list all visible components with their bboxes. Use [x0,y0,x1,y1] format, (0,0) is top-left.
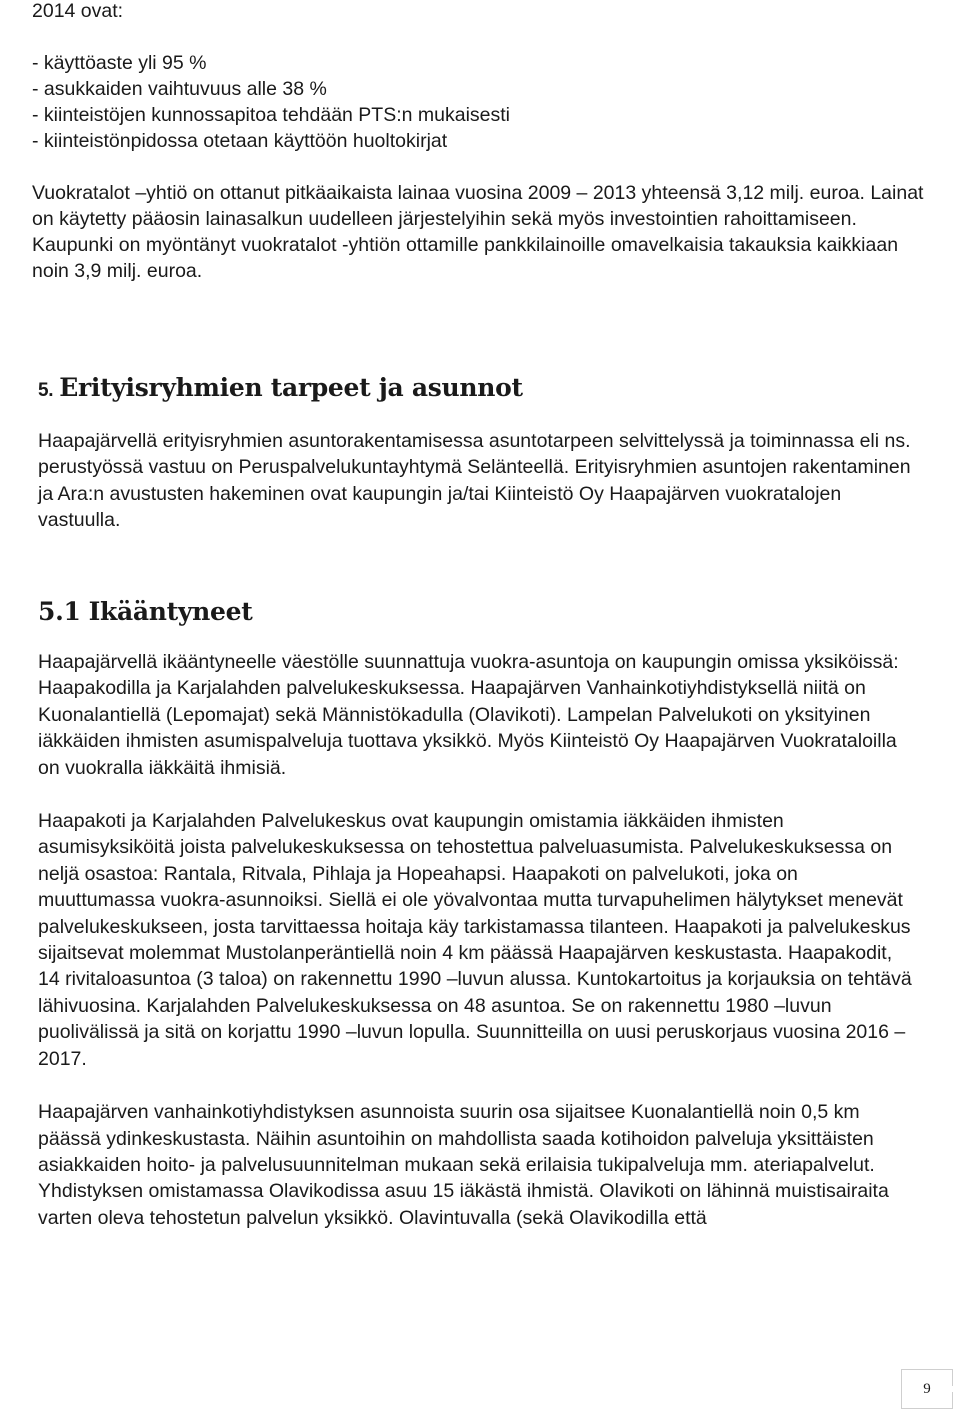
list-item: - käyttöaste yli 95 % [32,52,207,74]
section-5-1-paragraph: Haapakoti ja Karjalahden Palvelukeskus ovat kaupungin omistamia iäkkäiden ihmisten asumisyksiköitä joista palvelukeskuksessa on tehostettua palveluasumista. Palvelukeskuksessa on neljä osastoa: Rantala, Ritvala, Pihlaja ja Hopeahapsi. Haapakoti on palvelukoti, joka on muuttumassa vuokra-asunnoiksi. Siellä ei ole yövalvontaa mutta turvapuhelimen hälytykset menevät palvelukeskukseen, josta tarvittaessa hoitaja käy tarkistamassa tilanteen. Haapakoti ja palvelukeskus sijaitsevat molemmat Mustolanperäntiellä noin 4 km päässä Haapajärven keskustasta. Haapakodit, 14 rivitaloasuntoa (3 taloa) on rakennettu 1990 –luvun alussa. Kuntokartoitus ja korjauksia on tehtävä lähivuosina. Karjalahden Palvelukeskuksessa on 48 asuntoa. Se on rakennettu 1980 –luvun puolivälissä ja sitä on korjattu 1990 –luvun lopulla. Suunnitteilla on uusi peruskorjaus vuosina 2016 – 2017. [38,810,912,1070]
intro-bullet-list [32,50,937,154]
section-5-paragraph: Haapajärvellä erityisryhmien asuntorakentamisessa asuntotarpeen selvittelyssä ja toiminnassa eli ns. perustyössä vastuu on Peruspalvelukuntayhtymä Selänteellä. Erityisryhmien asuntojen rakentaminen ja Ara:n avustusten hakeminen ovat kaupungin ja/tai Kiinteistö Oy Haapajärven vuokratalojen vastuulla. [38,430,911,532]
intro-block [32,0,937,284]
list-item: - asukkaiden vaihtuvuus alle 38 % [32,78,327,100]
page-number: 9 [901,1369,953,1409]
section-5-heading [38,372,918,407]
section-5 [38,372,918,534]
section-number: 5. [38,380,54,401]
section-title: Erityisryhmien tarpeet ja asunnot [59,373,523,402]
section-5-1-paragraph: Haapajärven vanhainkotiyhdistyksen asunnoista suurin osa sijaitsee Kuonalantiellä noin 0,5 km päässä ydinkeskustasta. Näihin asuntoihin on mahdollista saada kotihoidon palveluja yksittäisten asiakkaiden hoito- ja palvelusuunnitelman mukaan sekä erilaisia tukipalveluja mm. ateriapalvelut. Yhdistyksen omistamassa Olavikodissa asuu 15 iäkästä ihmistä. Olavikoti on lähinnä muistisairaita varten oleva tehostetun palvelun yksikkö. Olavintuvalla (sekä Olavikodilla että [38,1101,889,1229]
intro-heading: 2014 ovat: [32,0,124,22]
list-item: - kiinteistöjen kunnossapitoa tehdään PTS:n mukaisesti [32,104,511,126]
section-title: Ikääntyneet [88,597,253,626]
intro-paragraph: Vuokratalot –yhtiö on ottanut pitkäaikaista lainaa vuosina 2009 – 2013 yhteensä 3,12 milj. euroa. Lainat on käytetty pääosin lainasalkun uudelleen järjestelyihin sekä myös investointien rahoittamiseen. Kaupunki on myöntänyt vuokratalot -yhtiön ottamille pankkilainoille omavelkaisia takauksia kaikkiaan noin 3,9 milj. euroa. [32,182,924,282]
section-5-1 [38,596,918,1231]
section-5-1-paragraph: Haapajärvellä ikääntyneelle väestölle suunnattuja vuokra-asuntoja on kaupungin omissa yksiköissä: Haapakodilla ja Karjalahden palvelukeskuksessa. Haapajärven Vanhainkotiyhdistyksellä niitä on Kuonalantiellä (Lepomajat) sekä Männistökadulla (Olavikoti). Lampelan Palvelukoti on yksityinen iäkkäiden ihmisten asumispalveluja tuottava yksikkö. Myös Kiinteistö Oy Haapajärven Vuokrataloilla on vuokralla iäkkäitä ihmisiä. [38,651,899,779]
section-number: 5.1 [38,597,81,626]
list-item: - kiinteistönpidossa otetaan käyttöön huoltokirjat [32,130,448,152]
section-5-1-heading [38,596,918,628]
